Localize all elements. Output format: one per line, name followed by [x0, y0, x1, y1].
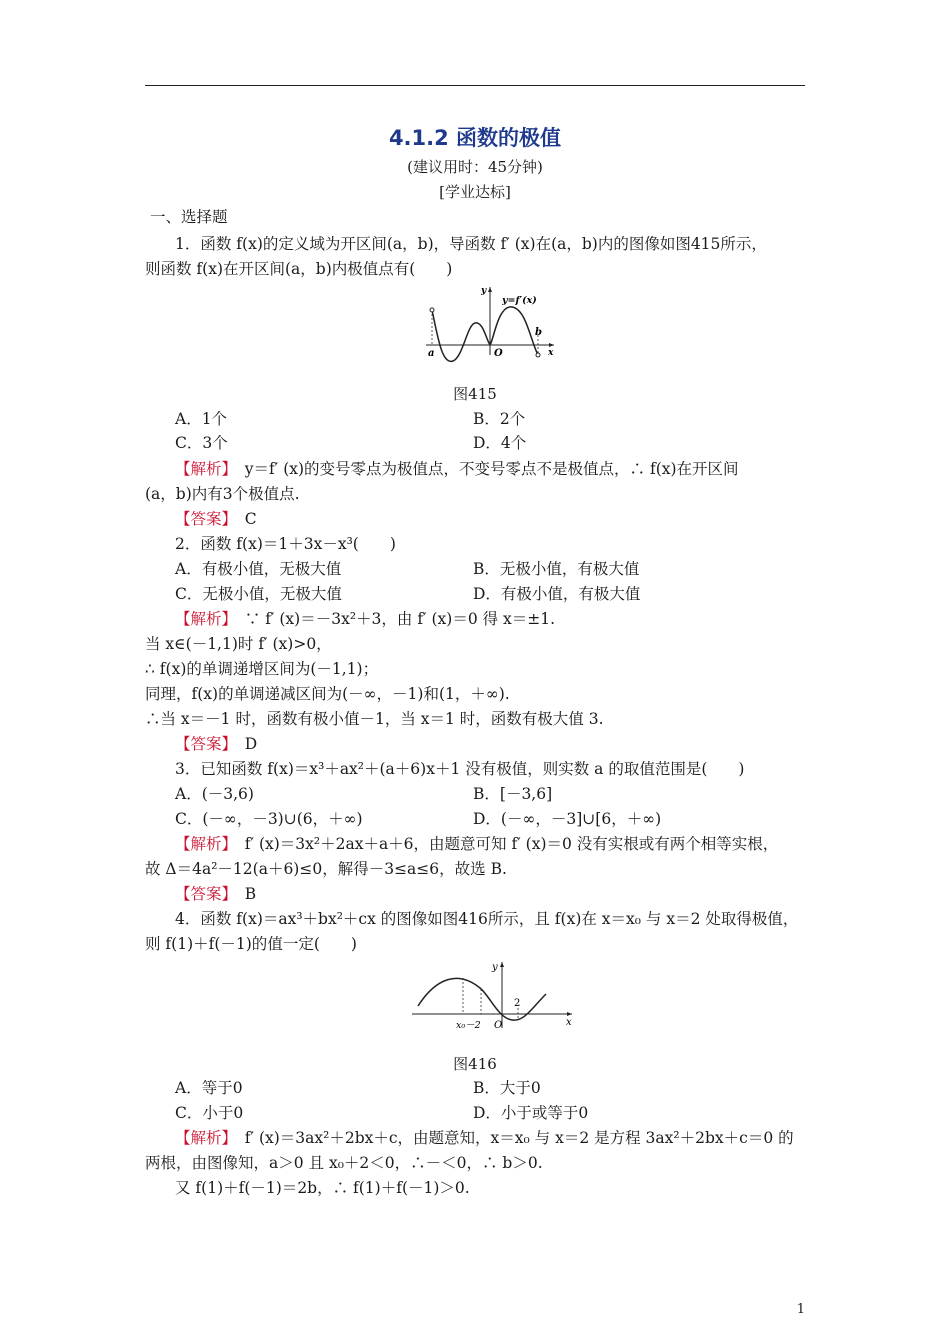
q3-answer-value: B: [229, 885, 257, 903]
q2-analysis-line1: [175, 608, 555, 630]
q1-stem-line2: 则函数 f(x)在开区间(a，b)内极值点有( ): [145, 260, 453, 278]
q2-stem: 2．函数 f(x)＝1＋3x－x³( ): [175, 535, 396, 553]
analysis-tag: 【解析】: [175, 835, 230, 853]
label-x: x: [566, 1017, 572, 1028]
section-tag: [学业达标]: [439, 183, 511, 201]
q3-option-b: B．[－3,6]: [473, 785, 553, 803]
q1-option-b: B．2个: [473, 410, 526, 428]
q2-option-c: C．无极小值，无极大值: [175, 585, 342, 603]
q3-stem: 3．已知函数 f(x)＝x³＋ax²＋(a＋6)x＋1 没有极值，则实数 a 的取值范围是( ): [175, 760, 745, 778]
q4-option-c: C．小于0: [175, 1104, 244, 1122]
figure-415-caption: 图415: [453, 385, 497, 403]
open-point-a: [430, 308, 434, 312]
q4-analysis-text1: f′ (x)＝3ax²＋2bx＋c，由题意知，x＝x₀ 与 x＝2 是方程 3ax²＋2bx＋c＝0 的: [229, 1129, 794, 1147]
q1-analysis-line2: (a，b)内有3个极值点.: [145, 485, 300, 503]
q2-option-d: D．有极小值，有极大值: [473, 585, 641, 603]
q3-option-d: D．(－∞，－3]∪[6，＋∞): [473, 810, 662, 828]
q2-analysis-line5: ∴当 x＝－1 时，函数有极小值－1，当 x＝1 时，函数有极大值 3.: [145, 710, 604, 728]
label-b: b: [535, 327, 542, 338]
label-curve: y=f′(x): [502, 295, 537, 306]
q2-analysis-line3: ∴ f(x)的单调递增区间为(－1,1)；: [145, 660, 379, 678]
label-a: a: [428, 348, 435, 359]
answer-tag: 【答案】: [175, 510, 230, 528]
label-y: y: [492, 962, 498, 973]
figure-416: [408, 958, 578, 1033]
q4-stem-line2: 则 f(1)＋f(－1)的值一定( ): [145, 935, 357, 953]
q2-analysis-line4: 同理，f(x)的单调递减区间为(－∞，－1)和(1，＋∞).: [145, 685, 510, 703]
label-x: x: [548, 348, 554, 358]
q3-answer: [175, 883, 256, 905]
label-o: O: [494, 348, 503, 359]
q4-analysis-line2: 两根，由图像知，a＞0 且 x₀＋2＜0，∴－＜0，∴ b＞0.: [145, 1154, 543, 1172]
derivative-curve: [432, 307, 538, 361]
analysis-tag: 【解析】: [175, 460, 230, 478]
q2-analysis-line2: 当 x∈(－1,1)时 f′ (x)>0，: [145, 635, 332, 653]
q3-analysis-line2: 故 Δ＝4a²－12(a＋6)≤0，解得－3≤a≤6，故选 B.: [145, 860, 507, 878]
q4-option-b: B．大于0: [473, 1079, 541, 1097]
label-x0-minus2: x₀－2: [456, 1020, 481, 1031]
x-arrow: [567, 1012, 572, 1016]
analysis-tag: 【解析】: [175, 1129, 230, 1147]
figure-415: [420, 283, 560, 363]
x-arrow: [549, 343, 554, 347]
q3-analysis-line1: [175, 833, 778, 855]
q4-option-d: D．小于或等于0: [473, 1104, 589, 1122]
time-suggestion: (建议用时：45分钟): [407, 158, 543, 176]
q1-analysis-text1: y＝f′ (x)的变号零点为极值点，不变号零点不是极值点，∴ f(x)在开区间: [229, 460, 739, 478]
q1-stem-line1: 1．函数 f(x)的定义域为开区间(a，b)，导函数 f′ (x)在(a，b)内的图像如图415所示，: [175, 235, 767, 253]
label-two: 2: [514, 998, 521, 1009]
q1-analysis-line1: [175, 458, 739, 480]
q4-analysis-line3: 又 f(1)＋f(－1)＝2b，∴ f(1)＋f(－1)＞0.: [175, 1179, 470, 1197]
label-o: O: [494, 1020, 503, 1031]
section-heading: 一、选择题: [150, 208, 228, 226]
q1-option-d: D．4个: [473, 434, 527, 452]
analysis-tag: 【解析】: [175, 610, 230, 628]
answer-tag: 【答案】: [175, 735, 230, 753]
q2-analysis-text1: ∵ f′ (x)＝－3x²＋3，由 f′ (x)＝0 得 x＝±1.: [229, 610, 556, 628]
page-number: 1: [796, 1302, 805, 1317]
q2-option-a: A．有极小值，无极大值: [175, 560, 342, 578]
q1-option-c: C．3个: [175, 434, 228, 452]
q1-answer: [175, 508, 257, 530]
q4-analysis-line1: [175, 1127, 794, 1149]
q3-option-a: A．(－3,6): [175, 785, 254, 803]
q2-answer-value: D: [229, 735, 258, 753]
open-point-b: [536, 353, 540, 357]
page-title: 4.1.2 函数的极值: [388, 126, 562, 150]
q2-option-b: B．无极小值，有极大值: [473, 560, 640, 578]
figure-416-caption: 图416: [453, 1055, 497, 1073]
label-y: y: [481, 286, 487, 296]
y-arrow: [488, 287, 492, 292]
q2-answer: [175, 733, 257, 755]
q3-analysis-text1: f′ (x)＝3x²＋2ax＋a＋6，由题意可知 f′ (x)＝0 没有实根或有两个相等实根，: [229, 835, 779, 853]
y-arrow: [500, 962, 504, 967]
q3-option-c: C．(－∞，－3)∪(6，＋∞): [175, 810, 363, 828]
answer-tag: 【答案】: [175, 885, 230, 903]
q1-answer-value: C: [229, 510, 257, 528]
q4-option-a: A．等于0: [175, 1079, 243, 1097]
q1-option-a: A．1个: [175, 410, 228, 428]
q4-stem-line1: 4．函数 f(x)＝ax³＋bx²＋cx 的图像如图416所示，且 f(x)在 x＝x₀ 与 x＝2 处取得极值，: [175, 910, 799, 928]
header-rule: [145, 85, 805, 86]
